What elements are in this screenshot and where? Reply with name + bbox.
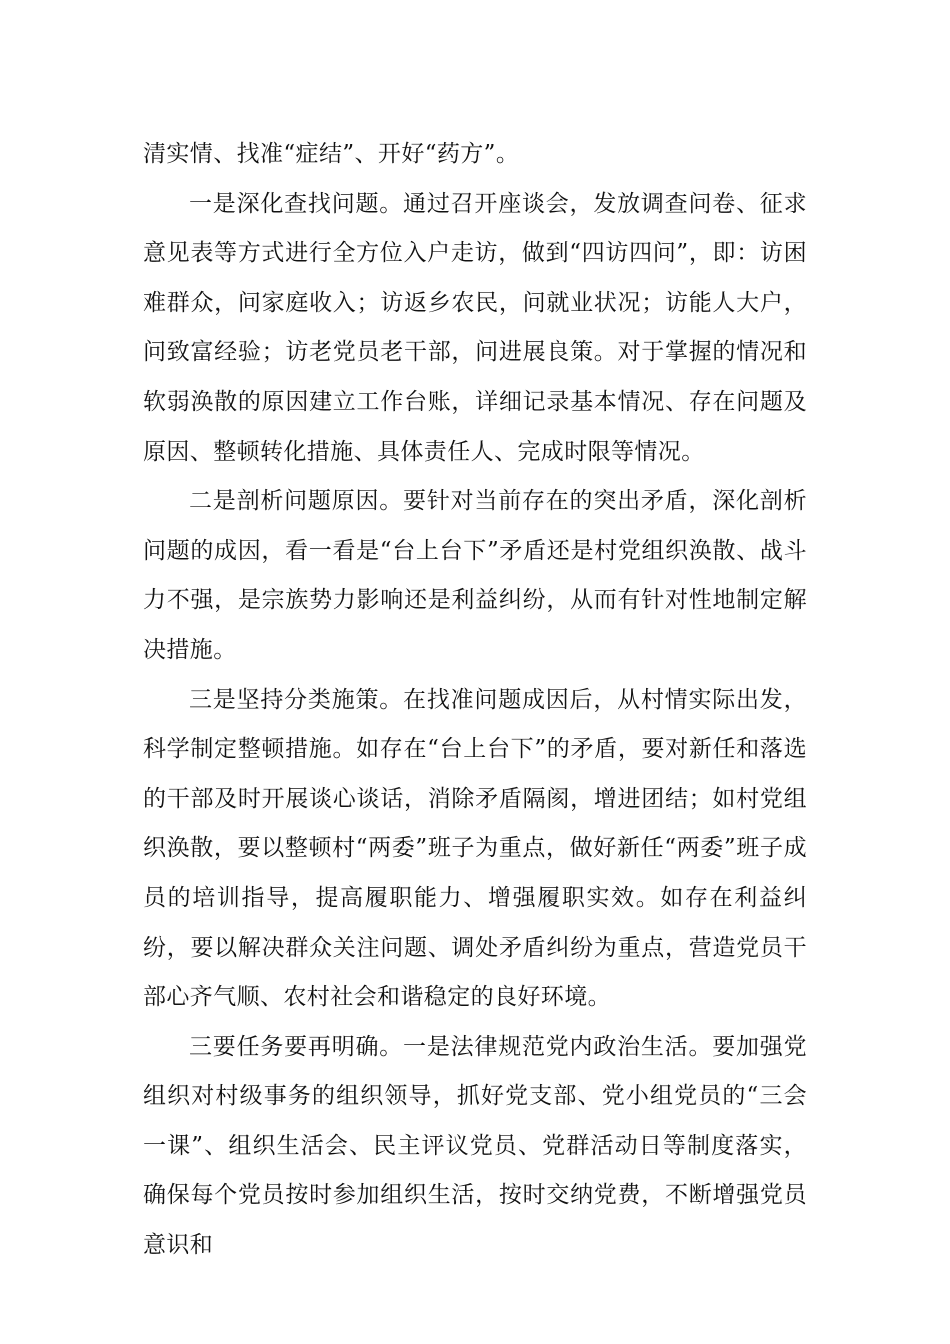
- paragraph-continuation: 清实情、找准“症结”、开好“药方”。: [143, 141, 520, 167]
- document-body: [143, 130, 807, 1271]
- paragraph-find-problems: 一是深化查找问题。通过召开座谈会，发放调查问卷、征求意见表等方式进行全方位入户走访，做到“四访四问”，即：访困难群众，问家庭收入；访返乡农民，问就业状况；访能人大户，问致富经验；访老党员老干部，问进展良策。对于掌握的情况和软弱涣散的原因建立工作台账，详细记录基本情况、存在问题及原因、整顿转化措施、具体责任人、完成时限等情况。: [143, 190, 807, 465]
- paragraph-classified-measures: 三是坚持分类施策。在找准问题成因后，从村情实际出发，科学制定整顿措施。如存在“台上台下”的矛盾，要对新任和落选的干部及时开展谈心谈话，消除矛盾隔阂，增进团结；如村党组织涣散，要以整顿村“两委”班子为重点，做好新任“两委”班子成员的培训指导，提高履职能力、增强履职实效。如存在利益纠纷，要以解决群众关注问题、调处矛盾纠纷为重点，营造党员干部心齐气顺、农村社会和谐稳定的良好环境。: [143, 686, 807, 1011]
- paragraph-clarify-tasks: 三要任务要再明确。一是法律规范党内政治生活。要加强党组织对村级事务的组织领导，抓好党支部、党小组党员的“三会一课”、组织生活会、民主评议党员、党群活动日等制度落实，确保每个党员按时参加组织生活，按时交纳党费，不断增强党员意识和: [143, 1033, 807, 1259]
- paragraph-analyze-causes: 二是剖析问题原因。要针对当前存在的突出矛盾，深化剖析问题的成因，看一看是“台上台下”矛盾还是村党组织涣散、战斗力不强，是宗族势力影响还是利益纠纷，从而有针对性地制定解决措施。: [143, 488, 807, 663]
